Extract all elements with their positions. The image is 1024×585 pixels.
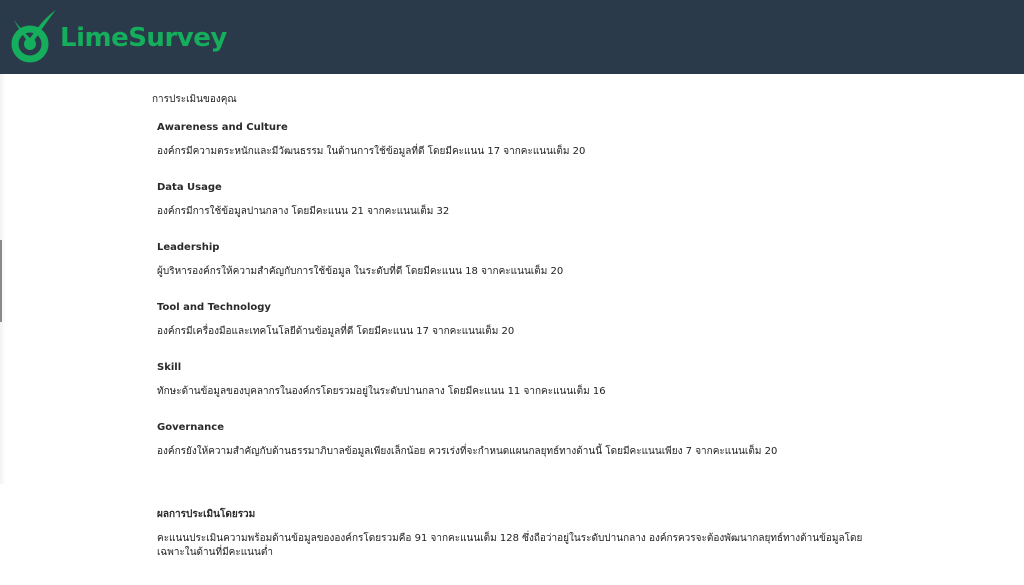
assessment-section-leadership [157,241,877,279]
assessment-section-data-usage [157,181,877,219]
overall-assessment [157,508,877,560]
section-body: ทักษะด้านข้อมูลของบุคลากรในองค์กรโดยรวมอยู่ในระดับปานกลาง โดยมีคะแนน 11 จากคะแนนเต็ม 16 [157,386,606,397]
section-body: องค์กรยังให้ความสำคัญกับด้านธรรมาภิบาลข้อมูลเพียงเล็กน้อย ควรเร่งที่จะกำหนดแผนกลยุทธ์ทางด้านนี้ โดยมีคะแนนเพียง 7 จากคะแนนเต็ม 20 [157,446,778,457]
logo-text: LimeSurvey [60,23,227,53]
section-title: Data Usage [157,182,222,193]
assessment-section-skill [157,361,877,399]
assessment-section-governance [157,421,877,459]
section-body: องค์กรมีเครื่องมือและเทคโนโลยีด้านข้อมูลที่ดี โดยมีคะแนน 17 จากคะแนนเต็ม 20 [157,326,515,337]
section-title: Awareness and Culture [157,122,288,133]
overall-title: ผลการประเมินโดยรวม [157,509,256,520]
overall-body: คะแนนประเมินความพร้อมด้านข้อมูลขององค์กรโดยรวมคือ 91 จากคะแนนเต็ม 128 ซึ่งถือว่าอยู่ในระดับปานกลาง องค์กรควรจะต้องพัฒนากลยุทธ์ทางด้านข้อมูลโดยเฉพาะในด้านที่มีคะแนนต่ำ [157,533,863,558]
assessment-section-awareness [157,121,877,159]
section-body: องค์กรมีความตระหนักและมีวัฒนธรรม ในด้านการใช้ข้อมูลที่ดี โดยมีคะแนน 17 จากคะแนนเต็ม 20 [157,146,586,157]
section-title: Governance [157,422,225,433]
section-title: Leadership [157,242,220,253]
section-title: Skill [157,362,182,373]
section-body: องค์กรมีการใช้ข้อมูลปานกลาง โดยมีคะแนน 21 จากคะแนนเต็ม 32 [157,206,450,217]
section-title: Tool and Technology [157,302,271,313]
assessment-title: การประเมินของคุณ [152,94,237,105]
section-body: ผู้บริหารองค์กรให้ความสำคัญกับการใช้ข้อมูล ในระดับที่ดี โดยมีคะแนน 18 จากคะแนนเต็ม 20 [157,266,564,277]
lime-logo-icon [8,8,58,66]
assessment-section-tool-technology [157,301,877,339]
top-header [0,0,1024,74]
left-edge-line [0,240,2,322]
limesurvey-logo[interactable] [8,8,227,66]
